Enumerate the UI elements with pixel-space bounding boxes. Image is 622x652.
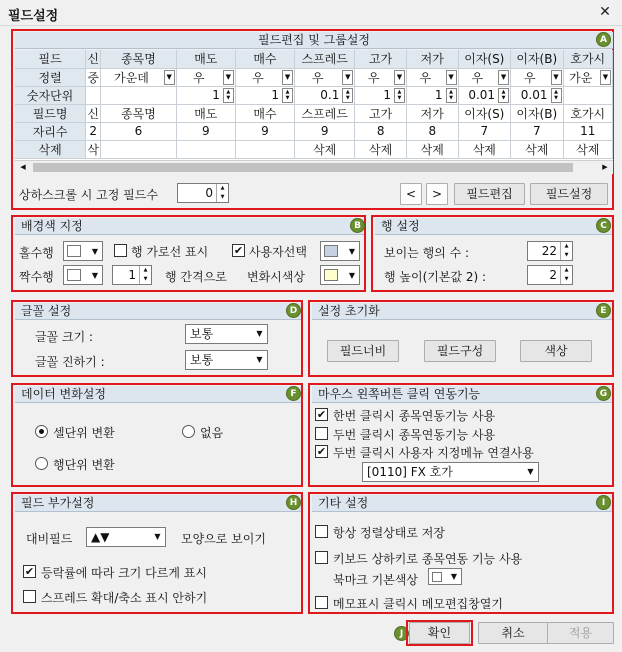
grid-cell-digits[interactable]: 7: [458, 122, 510, 140]
grid-cell-del[interactable]: 삭제: [406, 140, 458, 158]
grid-cell-field[interactable]: 이자(B): [511, 50, 563, 68]
prev-field-button[interactable]: <: [400, 183, 422, 205]
grid-cell-control[interactable]: [408, 69, 457, 86]
odd-row-color-picker[interactable]: [63, 241, 103, 261]
grid-cell-name[interactable]: 스프레드: [295, 104, 355, 122]
spinner-arrows-icon[interactable]: ▲ ▼: [216, 184, 228, 202]
mouse-menu-select[interactable]: [362, 462, 539, 482]
row-setting-header: 행 설정: [375, 218, 612, 235]
odd-row-swatch: [67, 245, 81, 257]
grid-cell-control[interactable]: [237, 69, 293, 86]
grid-cell-del[interactable]: 삭제: [511, 140, 563, 158]
chevron-down-icon[interactable]: ▼: [342, 70, 353, 85]
next-field-button[interactable]: >: [426, 183, 448, 205]
grid-cell-align[interactable]: [101, 68, 177, 86]
even-row-swatch: [67, 269, 81, 281]
mouse-opt2-checkbox[interactable]: [315, 427, 328, 440]
grid-row-label: 정렬: [15, 68, 86, 86]
chevron-down-icon: ▼: [348, 270, 356, 280]
grid-cell-name[interactable]: 저가: [406, 104, 458, 122]
grid-cell-unit[interactable]: [355, 86, 407, 104]
grid-cell-del[interactable]: [235, 140, 294, 158]
ok-button[interactable]: 확인: [409, 622, 470, 644]
grid-cell-digits[interactable]: 11: [563, 122, 613, 140]
chevron-down-icon[interactable]: ▼: [551, 70, 562, 85]
scroll-right-icon[interactable]: ▶: [602, 163, 608, 171]
grid-cell-field[interactable]: 종목명: [101, 50, 177, 68]
spinner-arrows-icon[interactable]: ▲ ▼: [498, 88, 509, 103]
etc-opt2-checkbox[interactable]: [315, 551, 328, 564]
grid-cell-digits[interactable]: 7: [511, 122, 563, 140]
fixed-fields-label: 상하스크롤 시 고정 필드수: [19, 188, 158, 202]
mouse-menu-value: [0110] FX 호가: [367, 465, 453, 479]
cell-change-label: 셀단위 변환: [53, 426, 115, 440]
font-weight-select[interactable]: [185, 350, 268, 370]
reset-header: 설정 초기화: [312, 303, 612, 320]
grid-cell-digits[interactable]: 8: [406, 122, 458, 140]
grid-cell-value: 우: [523, 70, 536, 85]
grid-cell-control[interactable]: [356, 69, 405, 86]
chevron-down-icon[interactable]: ▼: [498, 70, 509, 85]
grid-cell-control[interactable]: [296, 87, 353, 104]
chevron-down-icon[interactable]: ▼: [446, 70, 457, 85]
etc-header: 기타 설정: [312, 495, 612, 512]
grid-cell-control[interactable]: [296, 69, 353, 86]
mouse-opt3-label: 두번 클릭시 사용자 지정메뉴 연결사용: [333, 446, 534, 460]
grid-cell-value: 우: [367, 70, 380, 85]
mouse-opt1-checkbox[interactable]: ✔: [316, 408, 327, 421]
spinner-arrows-icon[interactable]: ▲ ▼: [139, 266, 151, 284]
badge-h: H: [286, 495, 301, 510]
badge-a: A: [596, 32, 611, 47]
grid-cell-control[interactable]: [460, 87, 509, 104]
grid-cell-value: 가운: [569, 70, 593, 85]
grid-cell-digits[interactable]: 9: [235, 122, 294, 140]
grid-cell-unit[interactable]: [235, 86, 294, 104]
grid-cell-value: 1: [434, 88, 443, 102]
spinner-arrows-icon[interactable]: ▲ ▼: [560, 242, 572, 260]
grid-cell-value: 우: [419, 70, 432, 85]
user-color-picker[interactable]: [320, 241, 360, 261]
grid-cell-name[interactable]: 고가: [355, 104, 407, 122]
grid-cell-align[interactable]: [235, 68, 294, 86]
fixed-fields-value: 0: [205, 186, 213, 200]
grid-cell-del[interactable]: 삭제: [355, 140, 407, 158]
bookmark-color-label: 북마크 기본색상: [333, 573, 418, 587]
ratio-size-checkbox[interactable]: ✔: [24, 565, 35, 578]
visible-rows-label: 보이는 행의 수 :: [384, 246, 470, 260]
reset-color-button[interactable]: 색상: [520, 340, 592, 362]
badge-c: C: [596, 218, 611, 233]
row-height-value: 2: [549, 268, 557, 282]
user-select-checkbox[interactable]: ✔: [233, 244, 244, 257]
grid-cell-field[interactable]: 고가: [355, 50, 407, 68]
grid-cell-value: 1: [271, 88, 280, 102]
field-grid-table: [15, 50, 613, 159]
user-color-swatch: [324, 245, 338, 257]
grid-row-label: 자리수: [15, 122, 86, 140]
row-height-label: 행 높이(기본값 2) :: [384, 270, 487, 284]
chevron-down-icon[interactable]: ▼: [223, 70, 234, 85]
grid-row-digits: [15, 122, 613, 140]
grid-cell-align[interactable]: 중: [86, 68, 101, 86]
grid-cell-align[interactable]: [355, 68, 407, 86]
grid-cell-value: 1: [212, 88, 220, 102]
chevron-down-icon[interactable]: ▼: [600, 70, 611, 85]
grid-row-label: 필드: [15, 50, 86, 68]
cancel-button[interactable]: 취소: [478, 622, 548, 644]
grid-cell-field[interactable]: 매도: [176, 50, 235, 68]
grid-cell-value: 우: [311, 70, 324, 85]
grid-cell-value: 가운데: [114, 70, 149, 85]
font-weight-label: 글꼴 진하기 :: [35, 355, 105, 369]
spinner-arrows-icon[interactable]: ▲ ▼: [446, 88, 457, 103]
interval-spinner[interactable]: [112, 265, 152, 285]
grid-cell-digits[interactable]: 8: [355, 122, 407, 140]
chevron-down-icon[interactable]: ▼: [282, 70, 293, 85]
chevron-down-icon: ▼: [348, 246, 356, 256]
grid-row-label: 필드명: [15, 104, 86, 122]
grid-cell-align[interactable]: [406, 68, 458, 86]
interval-label: 행 간격으로: [165, 270, 227, 284]
change-color-picker[interactable]: [320, 265, 360, 285]
grid-cell-value: 0.01: [520, 88, 548, 102]
grid-row-unit: [15, 86, 613, 104]
grid-cell-align[interactable]: [458, 68, 510, 86]
odd-row-label: 홀수행: [19, 246, 54, 260]
field-extra-header: 필드 부가설정: [15, 495, 301, 512]
grid-cell-field[interactable]: 저가: [406, 50, 458, 68]
bookmark-color-swatch: [432, 572, 442, 582]
title-bar: [0, 0, 622, 26]
scroll-left-icon[interactable]: ◀: [20, 163, 26, 171]
grid-row-align: [15, 68, 613, 86]
grid-cell-name[interactable]: 매도: [176, 104, 235, 122]
grid-cell-name[interactable]: 이자(S): [458, 104, 510, 122]
reset-width-button[interactable]: 필드너비: [327, 340, 399, 362]
chevron-down-icon: ▼: [91, 246, 99, 256]
compare-field-value: ▲▼: [91, 530, 110, 544]
grid-row-label: 숫자단위: [15, 86, 86, 104]
grid-cell-del[interactable]: 삭: [86, 140, 101, 158]
field-edit-button[interactable]: 필드편집: [454, 183, 525, 205]
grid-cell-unit[interactable]: [406, 86, 458, 104]
shape-label: 모양으로 보이기: [181, 532, 266, 546]
grid-cell-value: 1: [383, 88, 391, 102]
chevron-down-icon[interactable]: ▼: [164, 70, 175, 85]
etc-opt2-label: 키보드 상하키로 종목연동 기능 사용: [333, 552, 523, 566]
grid-cell-control[interactable]: [565, 69, 612, 86]
grid-cell-name[interactable]: 호가시: [563, 104, 613, 122]
grid-cell-value: 우: [471, 70, 484, 85]
fixed-fields-spinner[interactable]: [177, 183, 229, 203]
window-title: 필드설정: [8, 9, 59, 24]
chevron-down-icon: ▼: [527, 467, 534, 476]
field-setting-button[interactable]: 필드설정: [530, 183, 608, 205]
mouse-opt1-label: 한번 클릭시 종목연동기능 사용: [333, 409, 496, 423]
font-setting-header: 글꼴 설정: [15, 303, 301, 320]
grid-cell-del[interactable]: [176, 140, 235, 158]
grid-cell-value: 우: [192, 70, 205, 85]
change-color-swatch: [324, 269, 338, 281]
row-height-spinner[interactable]: [527, 265, 573, 285]
change-color-label: 변화시색상: [247, 270, 305, 284]
etc-opt3-label: 메모표시 클릭시 메모편집창열기: [333, 597, 503, 611]
grid-cell-control[interactable]: [408, 87, 457, 104]
none-label: 없음: [200, 426, 224, 440]
spinner-arrows-icon[interactable]: ▲ ▼: [342, 88, 353, 103]
badge-j: J: [394, 626, 409, 641]
visible-rows-value: 22: [541, 244, 557, 258]
grid-cell-field[interactable]: 호가시: [563, 50, 613, 68]
etc-opt1-checkbox[interactable]: [315, 525, 328, 538]
grid-cell-control[interactable]: [178, 87, 234, 104]
font-size-select[interactable]: [185, 324, 268, 344]
grid-cell-align[interactable]: [176, 68, 235, 86]
bg-color-header: 배경색 지정: [15, 218, 364, 235]
cell-change-radio[interactable]: [35, 425, 48, 438]
grid-cell-control[interactable]: [102, 69, 175, 86]
chevron-down-icon: ▼: [256, 329, 263, 338]
grid-cell-digits[interactable]: 9: [295, 122, 355, 140]
chevron-down-icon[interactable]: ▼: [394, 70, 405, 85]
grid-hscrollbar[interactable]: [15, 160, 613, 174]
compare-field-select[interactable]: [86, 527, 166, 547]
grid-row-name: [15, 104, 613, 122]
chevron-down-icon: ▼: [256, 355, 263, 364]
chevron-down-icon: ▼: [154, 532, 161, 541]
grid-cell-field[interactable]: 이자(S): [458, 50, 510, 68]
grid-cell-name[interactable]: 종목명: [101, 104, 177, 122]
grid-row-del: [15, 140, 613, 158]
grid-cell-control[interactable]: [512, 87, 561, 104]
grid-row-label: 삭제: [15, 140, 86, 158]
row-change-label: 행단위 변환: [53, 458, 115, 472]
grid-cell-del[interactable]: [101, 140, 177, 158]
grid-cell-unit[interactable]: [101, 86, 177, 104]
grid-cell-control[interactable]: [178, 69, 234, 86]
grid-cell-name[interactable]: 이자(B): [511, 104, 563, 122]
apply-button[interactable]: 적용: [547, 622, 614, 644]
font-size-value: 보통: [190, 327, 214, 341]
grid-cell-control[interactable]: [356, 87, 405, 104]
none-radio[interactable]: [182, 425, 195, 438]
grid-cell-del[interactable]: 삭제: [563, 140, 613, 158]
badge-b: B: [350, 218, 365, 233]
user-select-label: 사용자선택: [249, 245, 307, 259]
badge-e: E: [596, 303, 611, 318]
spinner-arrows-icon[interactable]: ▲ ▼: [560, 266, 572, 284]
grid-cell-del[interactable]: 삭제: [458, 140, 510, 158]
row-line-checkbox[interactable]: [114, 244, 127, 257]
grid-cell-unit[interactable]: [458, 86, 510, 104]
grid-cell-unit[interactable]: [563, 86, 613, 104]
grid-cell-align[interactable]: [511, 68, 563, 86]
bookmark-color-picker[interactable]: [428, 568, 462, 585]
close-icon[interactable]: ✕: [599, 4, 611, 20]
grid-cell-align[interactable]: [563, 68, 613, 86]
grid-cell-field[interactable]: 신: [86, 50, 101, 68]
mouse-opt3-checkbox[interactable]: ✔: [316, 445, 327, 458]
spinner-arrows-icon[interactable]: ▲ ▼: [394, 88, 405, 103]
grid-cell-align[interactable]: [295, 68, 355, 86]
grid-cell-name[interactable]: 신: [86, 104, 101, 122]
grid-cell-digits[interactable]: 9: [176, 122, 235, 140]
grid-cell-unit[interactable]: [295, 86, 355, 104]
grid-cell-digits[interactable]: 2: [86, 122, 101, 140]
interval-value: 1: [128, 268, 136, 282]
etc-opt1-label: 항상 정렬상태로 저장: [333, 526, 445, 540]
font-size-label: 글꼴 크기 :: [35, 330, 94, 344]
reset-compose-button[interactable]: 필드구성: [424, 340, 496, 362]
grid-cell-unit[interactable]: [511, 86, 563, 104]
badge-d: D: [286, 303, 301, 318]
field-grid: [15, 50, 613, 160]
compare-field-label: 대비필드: [26, 532, 73, 546]
badge-f: F: [286, 386, 301, 401]
font-weight-value: 보통: [190, 353, 214, 367]
chevron-down-icon: ▼: [450, 572, 458, 581]
grid-cell-control[interactable]: [460, 69, 509, 86]
grid-cell-control[interactable]: [237, 87, 293, 104]
data-change-header: 데이터 변화설정: [15, 386, 301, 403]
grid-cell-control[interactable]: [512, 69, 561, 86]
ratio-size-label: 등락률에 따라 크기 다르게 표시: [41, 566, 207, 580]
grid-cell-value: 우: [252, 70, 264, 85]
spinner-arrows-icon[interactable]: ▲ ▼: [223, 88, 234, 103]
mouse-opt2-label: 두번 클릭시 종목연동기능 사용: [333, 428, 496, 442]
even-row-label: 짝수행: [19, 270, 54, 284]
grid-cell-unit[interactable]: [176, 86, 235, 104]
row-change-radio[interactable]: [35, 457, 48, 470]
grid-cell-value: 0.1: [320, 88, 340, 102]
spinner-arrows-icon[interactable]: ▲ ▼: [551, 88, 562, 103]
grid-cell-field[interactable]: 매수: [235, 50, 294, 68]
etc-opt3-checkbox[interactable]: [315, 596, 328, 609]
even-row-color-picker[interactable]: [63, 265, 103, 285]
field-edit-header: 필드편집 및 그룹설정: [15, 32, 613, 49]
row-line-label: 행 가로선 표시: [131, 245, 209, 259]
scroll-thumb[interactable]: [33, 163, 573, 172]
spinner-arrows-icon[interactable]: ▲ ▼: [282, 88, 293, 103]
grid-cell-digits[interactable]: 6: [101, 122, 177, 140]
badge-g: G: [596, 386, 611, 401]
grid-cell-del[interactable]: 삭제: [295, 140, 355, 158]
mouse-header: 마우스 왼쪽버튼 클릭 연동기능: [312, 386, 612, 403]
grid-cell-unit[interactable]: [86, 86, 101, 104]
spread-zoom-checkbox[interactable]: [23, 590, 36, 603]
visible-rows-spinner[interactable]: [527, 241, 573, 261]
spread-zoom-label: 스프레드 확대/축소 표시 안하기: [41, 591, 208, 605]
badge-i: I: [596, 495, 611, 510]
grid-cell-field[interactable]: 스프레드: [295, 50, 355, 68]
grid-cell-value: 0.01: [468, 88, 496, 102]
grid-cell-name[interactable]: 매수: [235, 104, 294, 122]
chevron-down-icon: ▼: [91, 270, 99, 280]
grid-row-field: [15, 50, 613, 68]
